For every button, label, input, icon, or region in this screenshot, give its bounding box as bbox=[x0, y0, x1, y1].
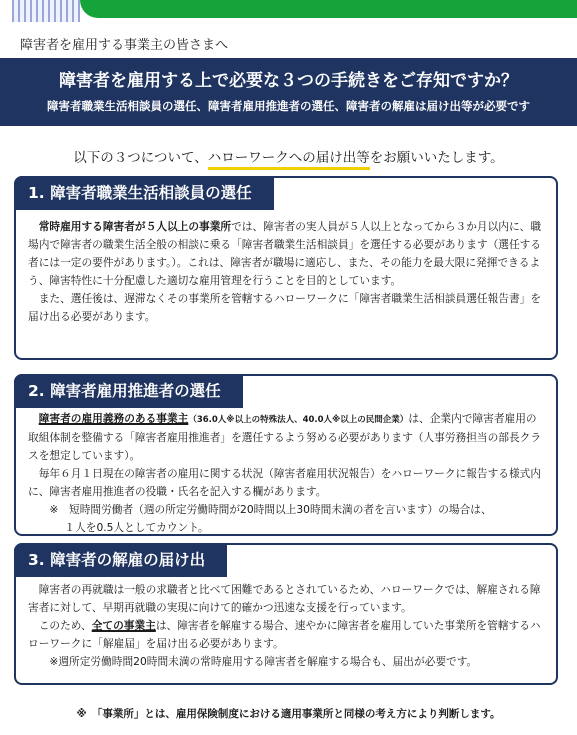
section2-text: は、企業内で障害者雇用の取組体制を整備する「障害者雇用推進者」を選任するよう努める必要があります（人事労務担当の部長クラスを想定しています）。 bbox=[28, 412, 542, 462]
section-dismissal bbox=[14, 543, 558, 685]
section1-text: では、障害者の実人員が５人以上となってから３か月以内に、職場内で障害者の職業生活全般の相談に乗る「障害者職業生活相談員」を選任する必要があります（選任する者には一定の要件があります。）。これは、障害者が職場に適応し、また、その能力を最大限に発揮できるよう、障害特性に十分配慮した適切な雇用管理を行うことを目的としています。 bbox=[28, 220, 542, 287]
section3-emphasis: 全ての事業主 bbox=[91, 619, 156, 632]
section3-text: は、障害者を解雇する場合、速やかに障害者を雇用していた事業所を管轄するハローワークに「解雇届」を届け出る必要があります。 bbox=[28, 619, 541, 650]
section-body-2 bbox=[28, 410, 546, 537]
section-title-1: 1. 障害者職業生活相談員の選任 bbox=[14, 176, 274, 210]
footnote: ※ 「事業所」とは、雇用保険制度における適用事業所と同様の考え方により判断します。 bbox=[76, 708, 501, 720]
green-header-bar bbox=[80, 0, 577, 18]
section-title-2: 2. 障害者雇用推進者の選任 bbox=[14, 374, 243, 408]
title-banner bbox=[0, 58, 577, 126]
page-subtitle: 障害者職業生活相談員の選任、障害者雇用推進者の選任、障害者の解雇は届け出等が必要です bbox=[47, 99, 530, 113]
lead-before: 以下の３つについて、 bbox=[73, 150, 208, 166]
section2-paragraph-2: 毎年６月１日現在の障害者の雇用に関する状況（障害者雇用状況報告）をハローワークに報告する様式内に、障害者雇用推進者の役職・氏名を記入する欄があります。 bbox=[28, 467, 542, 498]
section3-paragraph-2 bbox=[28, 617, 546, 653]
section-body-3 bbox=[28, 581, 546, 671]
section-counselor bbox=[14, 176, 558, 360]
section-title-3: 3. 障害者の解雇の届け出 bbox=[14, 543, 227, 577]
section3-paragraph-1: 障害者の再就職は一般の求職者と比べて困難であるとされているため、ハローワークでは、解雇される障害者に対して、早期再就職の実現に向けて的確かつ迅速な支援を行っています。 bbox=[28, 583, 541, 614]
section2-emphasis: 障害者の雇用義務のある事業主 bbox=[38, 412, 189, 425]
section2-note-2: １人を0.5人としてカウント。 bbox=[64, 521, 209, 534]
section-body-1 bbox=[28, 218, 546, 326]
stripe-pattern bbox=[12, 0, 80, 22]
lead-sentence bbox=[0, 146, 577, 166]
lead-after: をお願いいたします。 bbox=[369, 150, 504, 166]
section-promoter bbox=[14, 374, 558, 536]
audience-line: 障害者を雇用する事業主の皆さまへ bbox=[20, 38, 229, 53]
section2-note-1: ※ 短時間労働者（週の所定労働時間が20時間以上30時間未満の者を言います）の場合は、 bbox=[49, 503, 492, 516]
section3-pre: このため、 bbox=[38, 619, 92, 632]
top-decoration bbox=[0, 0, 577, 22]
section1-emphasis: 常時雇用する障害者が５人以上の事業所 bbox=[38, 220, 232, 233]
section1-paragraph-1 bbox=[28, 218, 546, 290]
section3-note: ※週所定労働時間20時間未満の常時雇用する障害者を解雇する場合も、届出が必要です。 bbox=[49, 655, 478, 668]
lead-highlight: ハローワークへの届け出等 bbox=[208, 150, 370, 170]
section2-scope: （36.0人※以上の特殊法人、40.0人※以上の民間企業） bbox=[188, 415, 409, 425]
page-title: 障害者を雇用する上で必要な３つの手続きをご存知ですか？ bbox=[59, 71, 518, 91]
section2-paragraph-1 bbox=[28, 410, 546, 465]
section1-paragraph-2: また、選任後は、遅滞なくその事業所を管轄するハローワークに「障害者職業生活相談員選任報告書」を届け出る必要があります。 bbox=[28, 292, 542, 323]
